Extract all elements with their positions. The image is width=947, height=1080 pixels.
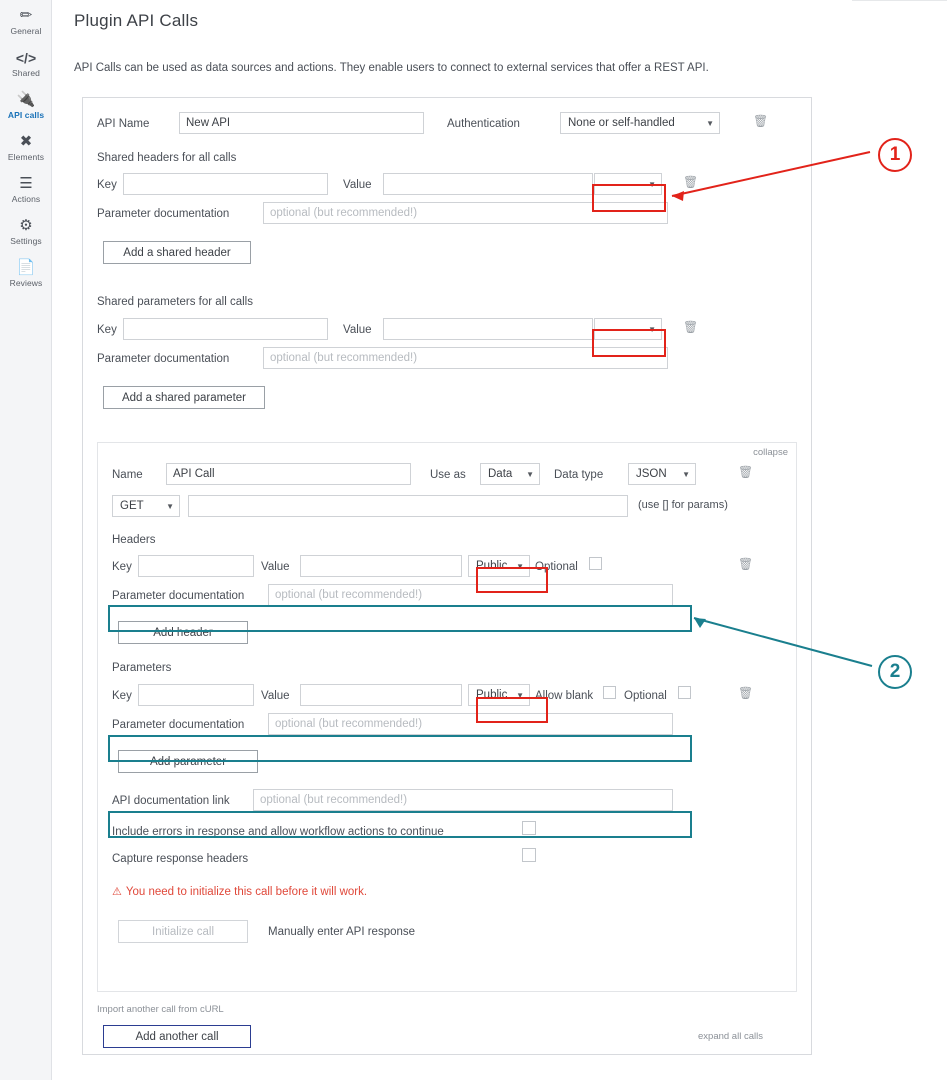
page-title: Plugin API Calls [74, 11, 199, 30]
add-another-call-button[interactable]: Add another call [103, 1025, 251, 1048]
parameter-optional-label: Optional [624, 690, 667, 702]
chevron-down-icon: ▼ [648, 179, 656, 189]
chevron-down-icon: ▼ [166, 501, 174, 511]
add-shared-parameter-button[interactable]: Add a shared parameter [103, 386, 265, 409]
wrench-icon: ✖ [19, 133, 33, 150]
chevron-down-icon: ▼ [516, 561, 524, 571]
call-name-label: Name [112, 469, 143, 481]
shared-header-key-label: Key [97, 179, 117, 191]
header-doc-label: Parameter documentation [112, 590, 245, 602]
parameter-privacy-value: Public [476, 689, 508, 701]
authentication-label: Authentication [447, 118, 520, 130]
manual-api-response-label: Manually enter API response [268, 926, 416, 938]
http-method-value: GET [120, 500, 144, 512]
plug-icon: 🔌 [16, 91, 36, 108]
sitemap-icon: ☰ [19, 175, 33, 192]
collapse-link[interactable]: collapse [753, 447, 788, 458]
code-icon: </> [15, 50, 37, 66]
data-type-value: JSON [636, 468, 667, 480]
allow-blank-label: Allow blank [535, 690, 594, 702]
parameter-value-label: Value [261, 690, 290, 702]
parameter-doc-label: Parameter documentation [112, 719, 245, 731]
parameters-section-label: Parameters [112, 662, 172, 674]
add-parameter-button[interactable]: Add parameter [118, 750, 258, 773]
shared-parameters-label: Shared parameters for all calls [97, 296, 253, 308]
shared-header-value-label: Value [343, 179, 372, 191]
chevron-down-icon: ▼ [516, 690, 524, 700]
use-as-label: Use as [430, 469, 466, 481]
expand-all-calls-link[interactable]: expand all calls [698, 1031, 763, 1042]
add-header-button[interactable]: Add header [118, 621, 248, 644]
sidebar-item-label: Actions [11, 194, 41, 204]
shared-headers-label: Shared headers for all calls [97, 152, 237, 164]
sidebar-item-label: API calls [7, 110, 45, 120]
sidebar-item-label: Reviews [9, 278, 43, 288]
delete-shared-header-icon[interactable]: 🗑 [683, 175, 699, 189]
capture-response-headers-label: Capture response headers [112, 853, 249, 865]
sidebar-item-label: General [10, 26, 42, 36]
initialize-call-button[interactable]: Initialize call [118, 920, 248, 943]
api-documentation-link-label: API documentation link [112, 795, 230, 807]
header-privacy-value: Public [476, 560, 508, 572]
shared-param-key-label: Key [97, 324, 117, 336]
include-errors-label: Include errors in response and allow workflow actions to continue [112, 826, 444, 838]
api-name-label: API Name [97, 118, 150, 130]
add-shared-header-button[interactable]: Add a shared header [103, 241, 251, 264]
header-optional-label: Optional [535, 561, 578, 573]
shared-parameter-doc-label: Parameter documentation [97, 353, 230, 365]
pencil-icon: ✏ [19, 7, 33, 24]
shared-header-doc-label: Parameter documentation [97, 208, 230, 220]
chevron-down-icon: ▼ [526, 469, 534, 479]
url-hint: (use [] for params) [638, 499, 728, 511]
sidebar-item-label: Settings [10, 236, 42, 246]
delete-call-icon[interactable]: 🗑 [738, 465, 754, 479]
initialize-warning-text: You need to initialize this call before it will work. [125, 886, 368, 898]
page-intro: API Calls can be used as data sources and actions. They enable users to connect to external services that offer a REST API. [74, 62, 709, 74]
chevron-down-icon: ▼ [648, 324, 656, 334]
sidebar-item-label: Elements [7, 152, 45, 162]
header-value-label: Value [261, 561, 290, 573]
shared-param-value-label: Value [343, 324, 372, 336]
headers-section-label: Headers [112, 534, 156, 546]
delete-parameter-icon[interactable]: 🗑 [738, 686, 754, 700]
authentication-value: None or self-handled [568, 117, 675, 129]
delete-api-icon[interactable]: 🗑 [753, 114, 769, 128]
warning-icon: ⚠ [112, 886, 122, 898]
header-key-label: Key [112, 561, 132, 573]
data-type-label: Data type [554, 469, 604, 481]
callout-2: 2 [878, 655, 912, 689]
delete-shared-parameter-icon[interactable]: 🗑 [683, 320, 699, 334]
document-icon: 📄 [16, 259, 36, 276]
gear-icon: ⚙ [19, 217, 33, 234]
delete-header-icon[interactable]: 🗑 [738, 557, 754, 571]
chevron-down-icon: ▼ [706, 118, 714, 128]
parameter-key-label: Key [112, 690, 132, 702]
import-curl-link[interactable]: Import another call from cURL [97, 1004, 224, 1015]
callout-1: 1 [878, 138, 912, 172]
sidebar-item-label: Shared [11, 68, 40, 78]
chevron-down-icon: ▼ [682, 469, 690, 479]
use-as-value: Data [488, 468, 513, 480]
